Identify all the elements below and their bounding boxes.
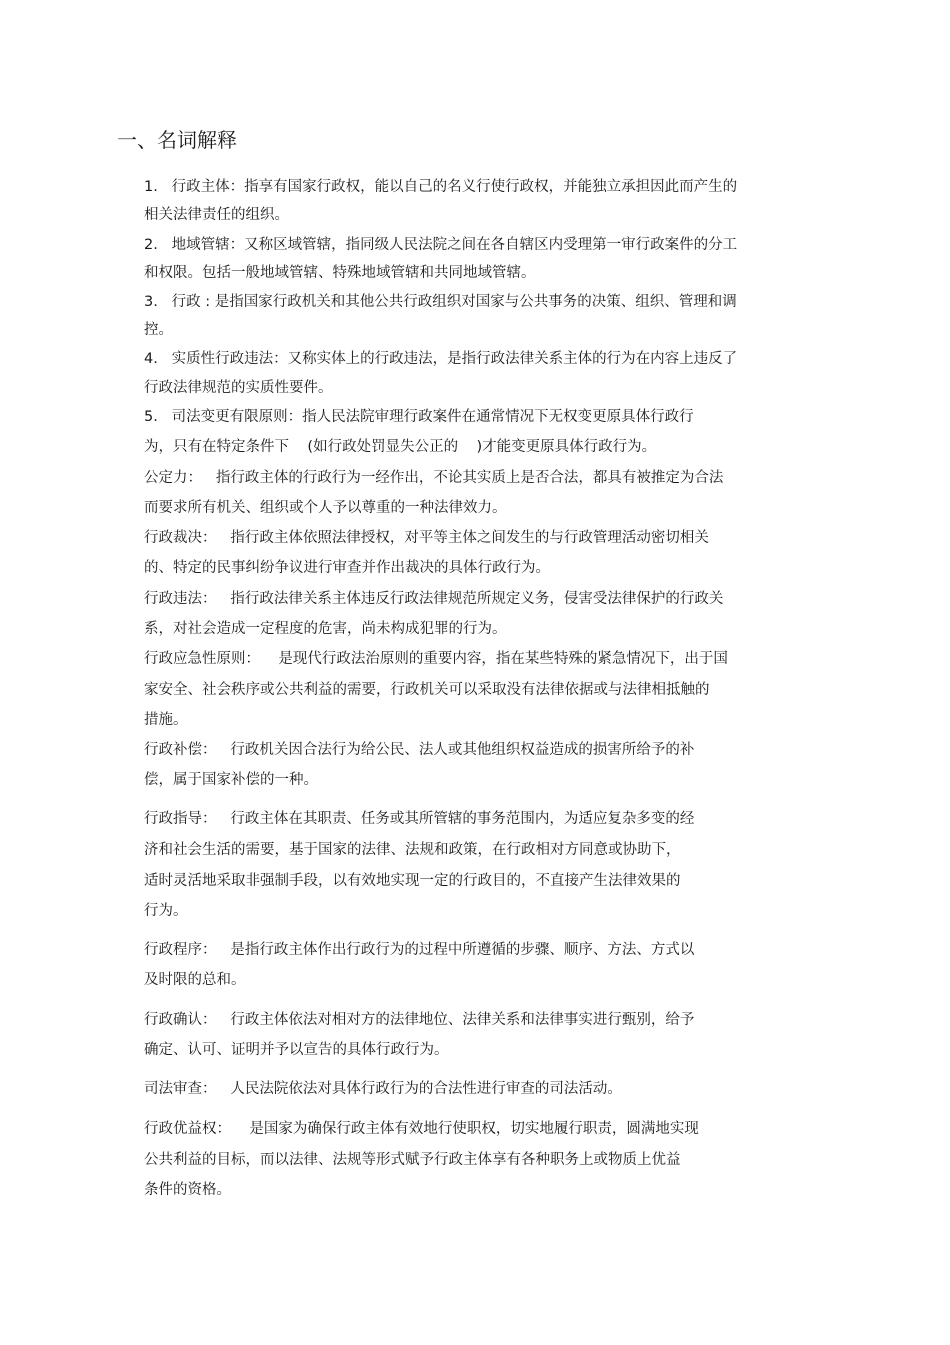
text-line: 公共利益的目标，而以法律、法规等形式赋予行政主体享有各种职务上或物质上优益: [144, 1152, 681, 1168]
text-line: 行政确认： 行政主体依法对相对方的法律地位、法律关系和法律事实进行甄别，给予: [144, 1012, 695, 1028]
text-line: 系，对社会造成一定程度的危害，尚未构成犯罪的行为。: [144, 621, 507, 637]
text-line: 公定力： 指行政主体的行政行为一经作出，不论其实质上是否合法，都具有被推定为合法: [144, 470, 724, 486]
text-line: 和权限。包括一般地域管辖、特殊地域管辖和共同地域管辖。: [144, 265, 536, 281]
text-line: 1. 行政主体：指享有国家行政权，能以自己的名义行使行政权，并能独立承担因此而产生的: [144, 179, 738, 195]
text-line: 家安全、社会秩序或公共利益的需要，行政机关可以采取没有法律依据或与法律相抵触的: [144, 682, 710, 698]
text-line: 措施。: [144, 712, 188, 728]
text-line: 济和社会生活的需要，基于国家的法律、法规和政策，在行政相对方同意或协助下，: [144, 842, 681, 858]
text-line: 及时限的总和。: [144, 972, 246, 988]
text-line: 行政优益权： 是国家为确保行政主体有效地行使职权，切实地履行职责，圆满地实现: [144, 1121, 699, 1137]
text-line: 控。: [144, 322, 173, 338]
text-line: 行政法律规范的实质性要件。: [144, 380, 333, 396]
text-line: 行政指导： 行政主体在其职责、任务或其所管辖的事务范围内，为适应复杂多变的经: [144, 811, 695, 827]
text-line: 条件的资格。: [144, 1182, 231, 1198]
text-line: 适时灵活地采取非强制手段，以有效地实现一定的行政目的，不直接产生法律效果的: [144, 873, 681, 889]
text-line: 行政程序： 是指行政主体作出行政行为的过程中所遵循的步骤、顺序、方法、方式以: [144, 942, 695, 958]
text-line: 行政补偿： 行政机关因合法行为给公民、法人或其他组织权益造成的损害所给予的补: [144, 742, 695, 758]
text-line: 行政违法： 指行政法律关系主体违反行政法律规范所规定义务，侵害受法律保护的行政关: [144, 591, 724, 607]
text-line: 4. 实质性行政违法：又称实体上的行政违法，是指行政法律关系主体的行为在内容上违反了: [144, 351, 738, 367]
text-line: 3. 行政 : 是指国家行政机关和其他公共行政组织对国家与公共事务的决策、组织、管理和调: [144, 294, 737, 310]
text-line: 行政应急性原则： 是现代行政法治原则的重要内容，指在某些特殊的紧急情况下，出于国: [144, 651, 728, 667]
section-heading: 一、名词解释: [117, 128, 237, 152]
text-line: 司法审查： 人民法院依法对具体行政行为的合法性进行审查的司法活动。: [144, 1081, 622, 1097]
text-line: 偿，属于国家补偿的一种。: [144, 772, 318, 788]
text-line: 而要求所有机关、组织或个人予以尊重的一种法律效力。: [144, 500, 507, 516]
text-line: 确定、认可、证明并予以宣告的具体行政行为。: [144, 1042, 449, 1058]
text-line: 2. 地域管辖：又称区域管辖，指同级人民法院之间在各自辖区内受理第一审行政案件的分工: [144, 237, 738, 253]
text-line: 为，只有在特定条件下 (如行政处罚显失公正的 )才能变更原具体行政行为。: [144, 439, 657, 455]
text-line: 的、特定的民事纠纷争议进行审查并作出裁决的具体行政行为。: [144, 560, 550, 576]
text-line: 5. 司法变更有限原则：指人民法院审理行政案件在通常情况下无权变更原具体行政行: [144, 409, 694, 425]
text-line: 相关法律责任的组织。: [144, 207, 289, 223]
text-line: 行为。: [144, 903, 188, 919]
text-line: 行政裁决： 指行政主体依照法律授权，对平等主体之间发生的与行政管理活动密切相关: [144, 530, 709, 546]
